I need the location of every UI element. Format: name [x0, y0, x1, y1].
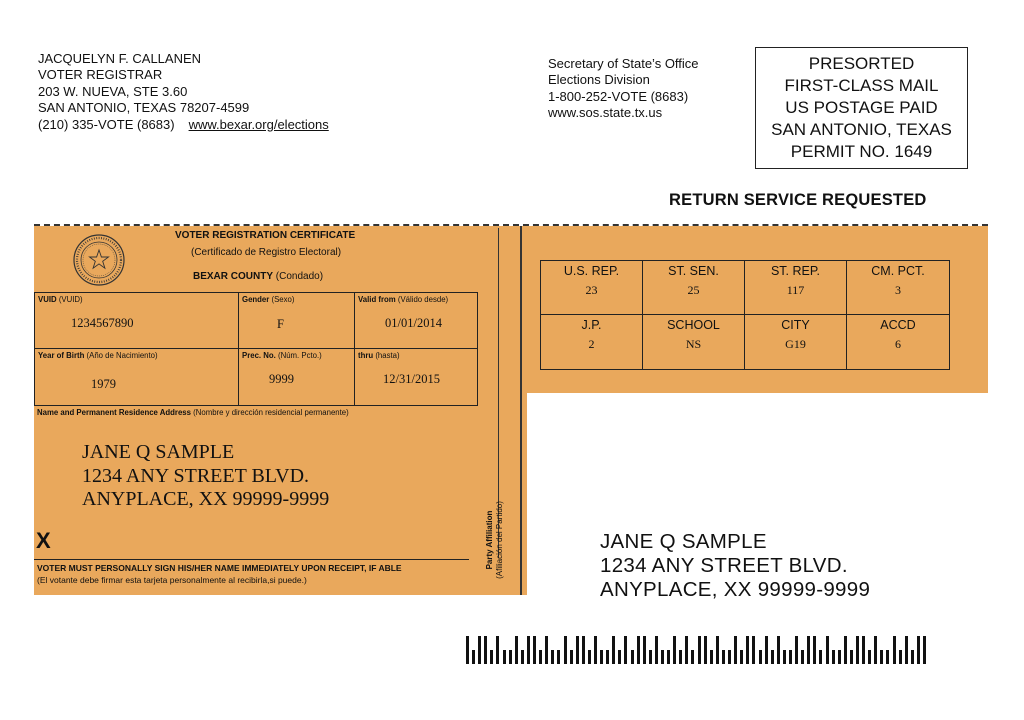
- barcode-bar: [557, 650, 560, 664]
- precinct-label: Prec. No.: [242, 351, 276, 360]
- barcode-bar: [777, 636, 780, 664]
- sign-instruction-es: (El votante debe firmar esta tarjeta personalmente al recibirla,si puede.): [37, 575, 307, 585]
- barcode-bar: [691, 650, 694, 664]
- barcode-bar: [539, 650, 542, 664]
- district-cell-school: [643, 315, 745, 369]
- name-address-label: [37, 408, 349, 417]
- postage-line: PERMIT NO. 1649: [790, 142, 933, 161]
- district-value: 3: [895, 283, 901, 297]
- barcode-bar: [923, 636, 926, 664]
- barcode-bar: [826, 636, 829, 664]
- mailing-address-line: ANYPLACE, XX 99999-9999: [600, 578, 871, 601]
- barcode-bar: [655, 636, 658, 664]
- barcode-bar: [667, 650, 670, 664]
- precinct-cell: [239, 349, 355, 405]
- sender-line: SAN ANTONIO, TEXAS 78207-4599: [38, 100, 250, 116]
- barcode-bar: [886, 650, 889, 664]
- name-address-label-es: (Nombre y dirección residencial permanente): [193, 408, 349, 417]
- barcode-bar: [509, 650, 512, 664]
- gender-cell: [239, 293, 355, 349]
- district-label: ST. SEN.: [668, 264, 719, 278]
- return-service-requested: RETURN SERVICE REQUESTED: [669, 191, 927, 209]
- district-label: SCHOOL: [667, 318, 720, 332]
- sender-line: JACQUELYN F. CALLANEN: [38, 51, 202, 66]
- barcode-bar: [679, 650, 682, 664]
- barcode-bar: [795, 636, 798, 664]
- barcode-bar: [832, 650, 835, 664]
- district-cell-st-sen: [643, 261, 745, 315]
- signature-line[interactable]: [34, 559, 469, 560]
- district-label: U.S. REP.: [563, 264, 620, 278]
- thru-label: thru: [358, 351, 374, 360]
- barcode-bar: [551, 650, 554, 664]
- thru-label-es: (hasta): [375, 351, 400, 360]
- elections-website-link[interactable]: www.bexar.org/elections: [188, 116, 329, 132]
- barcode-bar: [880, 650, 883, 664]
- party-affiliation-label: [485, 470, 505, 610]
- barcode-bar: [899, 650, 902, 664]
- barcode-bar: [874, 636, 877, 664]
- barcode-bar: [862, 636, 865, 664]
- district-cell-st-rep: [745, 261, 847, 315]
- barcode-bar: [728, 650, 731, 664]
- barcode-bar: [624, 636, 627, 664]
- sos-line: Secretary of State’s Office: [548, 56, 699, 71]
- barcode-bar: [600, 650, 603, 664]
- district-value: 2: [588, 337, 595, 351]
- yob-value: 1979: [91, 377, 116, 391]
- barcode-bar: [783, 650, 786, 664]
- sos-line: www.sos.state.tx.us: [548, 105, 663, 121]
- sender-line: 203 W. NUEVA, STE 3.60: [38, 83, 188, 99]
- yob-label: Year of Birth: [38, 351, 85, 360]
- district-cell-city: [745, 315, 847, 369]
- barcode-bar: [466, 636, 469, 664]
- district-label: J.P.: [581, 318, 602, 332]
- barcode-bar: [673, 636, 676, 664]
- barcode-bar: [813, 636, 816, 664]
- barcode-bar: [594, 636, 597, 664]
- district-cell-accd: [847, 315, 949, 369]
- barcode-bar: [570, 650, 573, 664]
- district-value: 6: [895, 337, 901, 351]
- postage-line: FIRST-CLASS MAIL: [784, 76, 939, 95]
- barcode-bar: [643, 636, 646, 664]
- barcode-bar: [533, 636, 536, 664]
- sign-instruction: VOTER MUST PERSONALLY SIGN HIS/HER NAME IMMEDIATELY UPON RECEIPT, IF ABLE: [37, 563, 402, 573]
- barcode-bar: [496, 636, 499, 664]
- county-bold: BEXAR COUNTY: [193, 271, 274, 282]
- name-address-label-bold: Name and Permanent Residence Address: [37, 408, 191, 417]
- barcode-bar: [478, 636, 481, 664]
- barcode-bar: [819, 650, 822, 664]
- barcode-bar: [734, 636, 737, 664]
- year-of-birth-cell: [35, 349, 239, 405]
- barcode-bar: [801, 650, 804, 664]
- voter-info-grid: [34, 292, 478, 406]
- barcode-bar: [685, 636, 688, 664]
- barcode-bar: [716, 636, 719, 664]
- barcode-bar: [618, 650, 621, 664]
- district-value: 23: [585, 283, 598, 297]
- barcode-bar: [759, 650, 762, 664]
- county-rest: (Condado): [275, 271, 324, 282]
- barcode-bar: [631, 650, 634, 664]
- barcode-bar: [612, 636, 615, 664]
- perforation-line: [34, 224, 988, 226]
- district-cell-jp: [541, 315, 643, 369]
- barcode-bar: [789, 650, 792, 664]
- barcode-bar: [844, 636, 847, 664]
- district-cell-us-rep: [541, 261, 643, 315]
- vuid-value: 1234567890: [71, 316, 134, 330]
- district-label: ACCD: [880, 318, 916, 332]
- mailing-address: [600, 530, 870, 602]
- barcode-bar: [911, 650, 914, 664]
- valid-from-label-es: (Válido desde): [397, 295, 449, 304]
- barcode-bar: [740, 650, 743, 664]
- gender-label: Gender: [242, 295, 270, 304]
- party-label-es: (Afiliación del Partido): [495, 501, 504, 579]
- mailing-address-line: 1234 ANY STREET BLVD.: [600, 554, 848, 577]
- barcode-bar: [850, 650, 853, 664]
- valid-from-value: 01/01/2014: [385, 316, 442, 330]
- valid-thru-cell: [355, 349, 477, 405]
- barcode-bar: [722, 650, 725, 664]
- barcode-bar: [521, 650, 524, 664]
- barcode-bar: [515, 636, 518, 664]
- barcode-bar: [582, 636, 585, 664]
- certificate-title: VOTER REGISTRATION CERTIFICATE: [175, 230, 356, 241]
- barcode-bar: [649, 650, 652, 664]
- barcode-bar: [545, 636, 548, 664]
- valid-from-label: Valid from: [358, 295, 396, 304]
- district-value: 25: [687, 283, 700, 297]
- voter-address-line: JANE Q SAMPLE: [82, 441, 235, 463]
- barcode-bar: [606, 650, 609, 664]
- voter-address-line: ANYPLACE, XX 99999-9999: [82, 488, 330, 510]
- postal-barcode: [466, 636, 926, 664]
- voter-address-line: 1234 ANY STREET BLVD.: [82, 464, 310, 487]
- postage-indicia: [755, 47, 968, 169]
- sender-line: VOTER REGISTRAR: [38, 67, 163, 83]
- postage-line: SAN ANTONIO, TEXAS: [771, 120, 952, 139]
- thru-value: 12/31/2015: [383, 372, 440, 386]
- vuid-cell: [35, 293, 239, 349]
- barcode-bar: [576, 636, 579, 664]
- barcode-bar: [490, 650, 493, 664]
- vuid-label: VUID: [38, 295, 57, 304]
- barcode-bar: [564, 636, 567, 664]
- voter-name-address: [82, 441, 329, 512]
- barcode-bar: [905, 636, 908, 664]
- texas-state-seal-icon: [72, 233, 126, 287]
- party-label: Party Affiliation: [485, 510, 494, 570]
- barcode-bar: [752, 636, 755, 664]
- precinct-label-es: (Núm. Pcto.): [277, 351, 322, 360]
- yob-label-es: (Año de Nacimiento): [86, 351, 158, 360]
- sender-phone: (210) 335-VOTE (8683): [38, 116, 175, 132]
- fold-line: [520, 226, 522, 595]
- barcode-bar: [765, 636, 768, 664]
- barcode-bar: [637, 636, 640, 664]
- barcode-bar: [838, 650, 841, 664]
- barcode-bar: [472, 650, 475, 664]
- gender-value: F: [277, 317, 284, 331]
- district-cell-cm-pct: [847, 261, 949, 315]
- barcode-bar: [771, 650, 774, 664]
- vuid-label-es: (VUID): [58, 295, 83, 304]
- mailing-address-line: JANE Q SAMPLE: [600, 530, 767, 553]
- gender-label-es: (Sexo): [271, 295, 295, 304]
- district-value: 117: [786, 283, 805, 297]
- district-label: CM. PCT.: [871, 264, 925, 278]
- barcode-bar: [807, 636, 810, 664]
- sos-line: 1-800-252-VOTE (8683): [548, 88, 689, 104]
- barcode-bar: [704, 636, 707, 664]
- barcode-bar: [917, 636, 920, 664]
- district-value: NS: [685, 337, 702, 351]
- barcode-bar: [661, 650, 664, 664]
- postage-line: PRESORTED: [808, 54, 915, 73]
- sos-line: Elections Division: [548, 72, 650, 88]
- barcode-bar: [484, 636, 487, 664]
- barcode-bar: [893, 636, 896, 664]
- barcode-bar: [710, 650, 713, 664]
- barcode-bar: [527, 636, 530, 664]
- districts-table: [540, 260, 950, 370]
- sos-contact: [548, 56, 699, 122]
- signature-mark: X: [36, 528, 51, 553]
- barcode-bar: [503, 650, 506, 664]
- barcode-bar: [698, 636, 701, 664]
- district-label: ST. REP.: [770, 264, 821, 278]
- barcode-bar: [856, 636, 859, 664]
- postage-line: US POSTAGE PAID: [785, 98, 938, 117]
- barcode-bar: [868, 650, 871, 664]
- sender-address: [38, 51, 329, 133]
- barcode-bar: [746, 636, 749, 664]
- certificate-subtitle: (Certificado de Registro Electoral): [191, 247, 342, 258]
- barcode-bar: [588, 650, 591, 664]
- valid-from-cell: [355, 293, 477, 349]
- district-label: CITY: [781, 318, 810, 332]
- county-name: [193, 271, 323, 282]
- district-value: G19: [785, 337, 806, 351]
- precinct-value: 9999: [269, 372, 294, 386]
